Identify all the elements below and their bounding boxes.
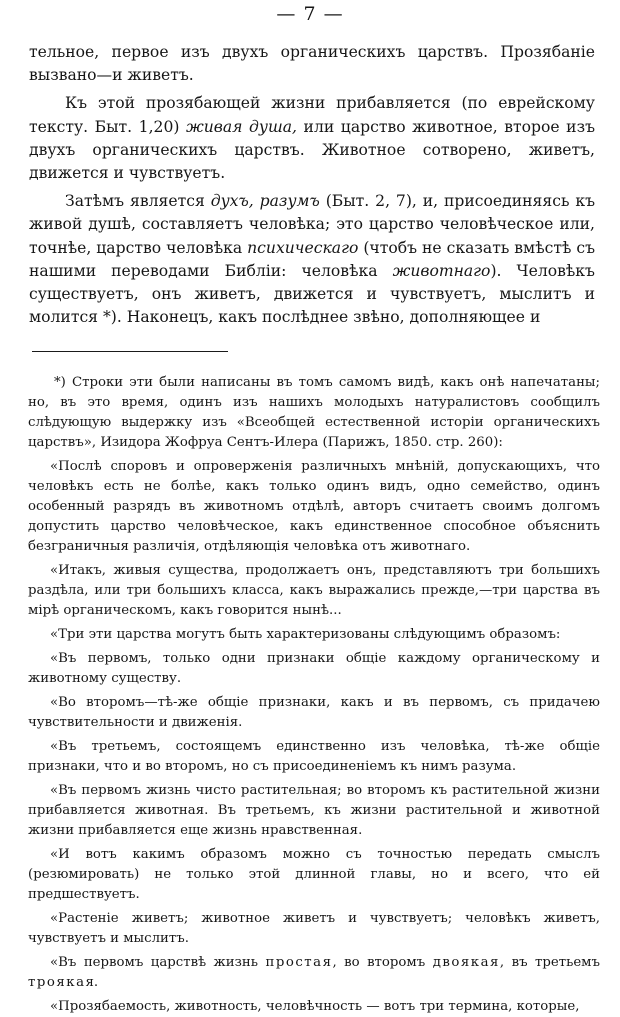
quote-paragraph: «Прозябаемость, животность, человѣчность — вотъ три термина, которые, bbox=[50, 999, 580, 1014]
spaced-run: трояка bbox=[28, 975, 86, 990]
footnote-paragraph: *) Строки эти были написаны въ томъ самомъ видѣ, какъ онѣ напечатаны; но, въ это время, одинъ изъ нашихъ молодыхъ натуралистовъ сообщилъ слѣдующую выдержку изъ «Всеобщей естественной исторіи органическихъ царствъ», Изидора Жофруа Сентъ-Илера (Парижъ, 1850. стр. 260): bbox=[28, 375, 600, 450]
text-run: я. bbox=[85, 975, 99, 990]
spaced-run: простая bbox=[265, 955, 333, 970]
main-paragraph-1: тельное, первое изъ двухъ органическихъ царствъ. Прозябаніе вызвано—и живетъ. bbox=[29, 43, 595, 85]
italic-run: животнаго bbox=[392, 261, 491, 280]
quote-paragraph bbox=[28, 953, 600, 993]
quote-paragraph: «Въ третьемъ, состоящемъ единственно изъ человѣка, тѣ-же общіе признаки, что и во второмъ, но съ присоединеніемъ къ нимъ разума. bbox=[28, 739, 600, 774]
quote-paragraph: «Во второмъ—тѣ-же общіе признаки, какъ и въ первомъ, съ придачею чувствительности и движенія. bbox=[28, 695, 600, 730]
italic-run: духъ, разумъ bbox=[210, 192, 320, 211]
text-run: ). Человѣкъ существуетъ, онъ живетъ, движется и чувствуетъ, мыслитъ и молится *). Наконецъ, какъ послѣднее звѣно, дополняющее и bbox=[29, 261, 595, 327]
quote-paragraph: «И вотъ какимъ образомъ можно съ точностью передать смыслъ (резюмировать) не только этой длинной главы, но и всего, что ей предшествуетъ. bbox=[28, 847, 600, 902]
footnote-rule bbox=[32, 351, 228, 352]
text-run: , въ третьемъ bbox=[499, 955, 600, 970]
italic-run: психическаго bbox=[247, 238, 359, 257]
main-paragraph-2 bbox=[29, 92, 595, 185]
main-text bbox=[29, 41, 595, 334]
main-paragraph-3 bbox=[29, 190, 595, 329]
quote-paragraph: «Три эти царства могутъ быть характеризованы слѣдующимъ образомъ: bbox=[50, 627, 561, 642]
text-run: (чтобъ не сказать вмѣстѣ съ нашими переводами Библіи: человѣка bbox=[29, 238, 595, 280]
text-run: Затѣмъ является bbox=[65, 192, 211, 211]
text-run: (Быт. 2, 7), и, присоединяясь къ живой душѣ, составляетъ человѣка; это царство человѣческое или, точнѣе, царство человѣка bbox=[29, 192, 595, 257]
quote-paragraph: «Въ первомъ, только одни признаки общіе каждому органическому и животному существу. bbox=[28, 651, 600, 686]
text-run: «Въ первомъ царствѣ жизнь bbox=[50, 955, 266, 970]
spaced-run: двоякая bbox=[432, 955, 500, 970]
text-run: или царство животное, второе изъ двухъ органическихъ царствъ. Животное сотворено, живетъ, движется и чувствуетъ. bbox=[29, 117, 595, 183]
text-run: , во второмъ bbox=[332, 955, 433, 970]
page-number: — 7 — bbox=[276, 3, 344, 25]
quote-paragraph: «Итакъ, живыя существа, продолжаетъ онъ, представляютъ три большихъ раздѣла, или три большихъ класса, какъ выражались прежде,—три царства въ мірѣ органическомъ, какъ говорится нынѣ... bbox=[28, 563, 600, 618]
text-run: Къ этой прозябающей жизни прибавляется (по еврейскому тексту. Быт. 1,20) bbox=[29, 94, 595, 136]
quote-paragraph: «Въ первомъ жизнь чисто растительная; во второмъ къ растительной жизни прибавляется животная. Въ третьемъ, къ жизни растительной и животной жизни прибавляется еще жизнь нравственная. bbox=[28, 783, 600, 838]
quote-paragraph: «Послѣ споровъ и опроверженія различныхъ мнѣній, допускающихъ, что человѣкъ есть не болѣе, какъ только одинъ видъ, одно семейство, одинъ особенный разрядъ въ животномъ отдѣлѣ, авторъ считаетъ своимъ долгомъ допустить царство человѣческое, какъ единственное способное объяснить безграничныя различія, отдѣляющія человѣка отъ животнаго. bbox=[28, 459, 600, 554]
footnote-block bbox=[28, 373, 600, 1017]
quote-paragraph: «Растеніе живетъ; животное живетъ и чувствуетъ; человѣкъ живетъ, чувствуетъ и мыслитъ. bbox=[28, 911, 600, 946]
italic-run: живая душа, bbox=[186, 117, 297, 136]
